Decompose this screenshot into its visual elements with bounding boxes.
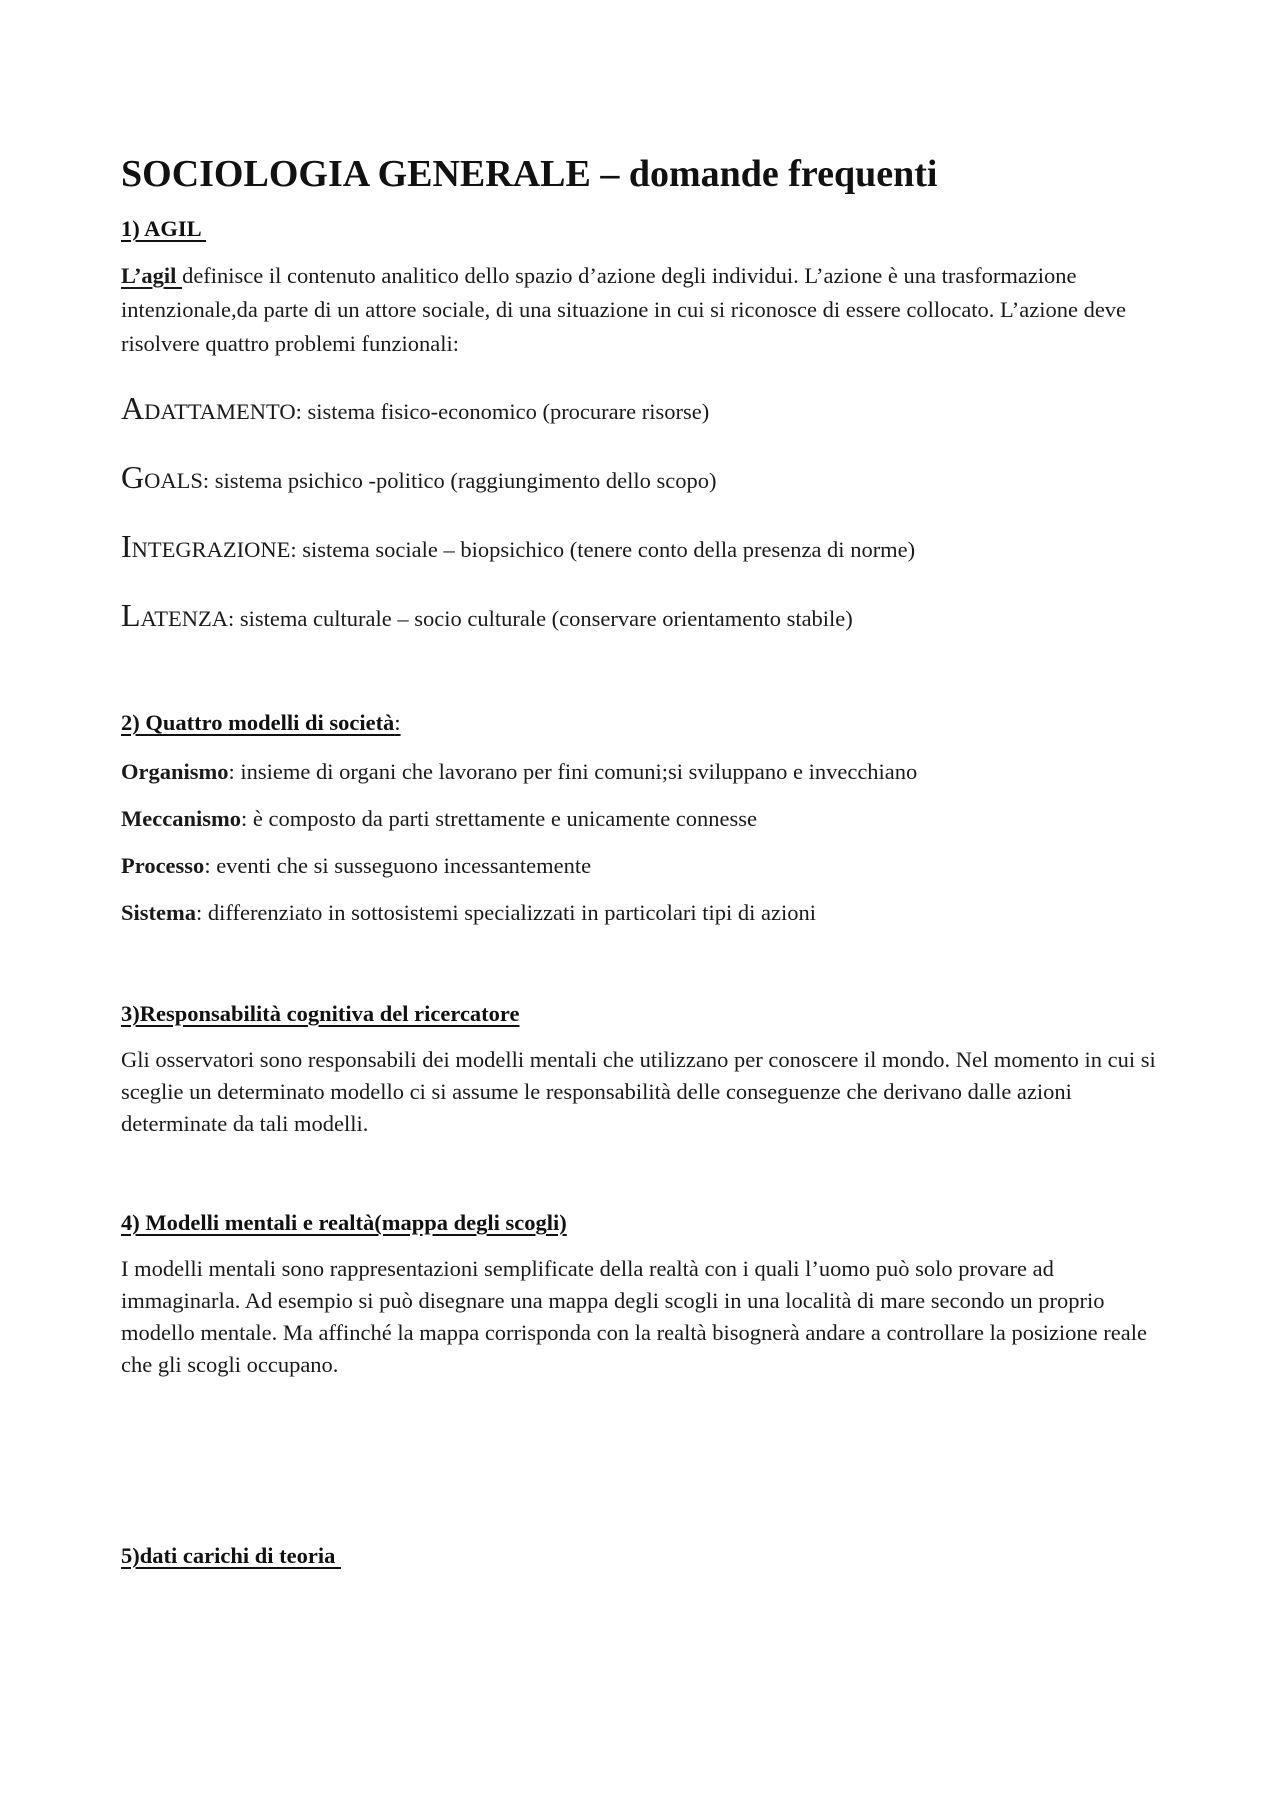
section-heading-mental-models: 4) Modelli mentali e realtà(mappa degli scogli)	[121, 1210, 567, 1235]
section-responsibility	[121, 997, 1161, 1140]
agil-item-initial: L	[121, 597, 141, 633]
section-agil	[121, 212, 1161, 636]
agil-item-desc: : sistema culturale – socio culturale (conservare orientamento stabile)	[228, 606, 853, 631]
agil-item-label: ATENZA	[140, 606, 229, 631]
section-heading-models-text: 2) Quattro modelli di società	[121, 710, 395, 735]
section-heading-responsibility: 3)Responsabilità cognitiva del ricercatore	[121, 1001, 520, 1026]
section-data	[121, 1539, 1161, 1573]
model-desc: : eventi che si susseguono incessantemente	[204, 853, 592, 878]
model-term: Organismo	[121, 759, 229, 784]
agil-item-initial: G	[121, 459, 145, 495]
agil-item-initial: I	[121, 528, 132, 564]
agil-text: definisce il contenuto analitico dello spazio d’azione degli individui. L’azione è una trasformazione intenzionale,da parte di un attore sociale, di una situazione in cui si riconosce di essere collocato. L’azione deve risolvere quattro problemi funzionali:	[121, 263, 1127, 356]
document-body	[121, 150, 1161, 1573]
agil-item-integrazione	[121, 529, 1161, 567]
agil-item-label: DATTAMENTO	[144, 399, 296, 424]
section-heading-models-colon: :	[394, 710, 401, 735]
model-desc: : è composto da parti strettamente e unicamente connesse	[240, 806, 758, 831]
agil-item-desc: : sistema psichico -politico (raggiungimento dello scopo)	[202, 468, 717, 493]
model-item-meccanismo	[121, 802, 1161, 836]
agil-item-desc: : sistema fisico-economico (procurare risorse)	[295, 399, 710, 424]
model-term: Processo	[121, 853, 205, 878]
agil-item-desc: : sistema sociale – biopsichico (tenere conto della presenza di norme)	[290, 537, 916, 562]
model-item-processo	[121, 849, 1161, 883]
section-mental-models	[121, 1206, 1161, 1381]
agil-item-latenza	[121, 598, 1161, 636]
page-title: SOCIOLOGIA GENERALE – domande frequenti	[121, 153, 938, 195]
agil-item-goals	[121, 460, 1161, 498]
model-desc: : differenziato in sottosistemi specializzati in particolari tipi di azioni	[196, 900, 817, 925]
section-heading-models	[121, 706, 1161, 740]
model-term: Sistema	[121, 900, 196, 925]
agil-item-adattamento	[121, 391, 1161, 429]
model-item-sistema	[121, 896, 1161, 930]
responsibility-paragraph: Gli osservatori sono responsabili dei modelli mentali che utilizzano per conoscere il mondo. Nel momento in cui si sceglie un determinato modello ci si assume le responsabilità delle conseguenze che derivano dalle azioni determinate da tali modelli.	[121, 1047, 1156, 1136]
section-models	[121, 706, 1161, 930]
section-heading-data: 5)dati carichi di teoria	[121, 1543, 341, 1568]
agil-item-label: NTEGRAZIONE	[131, 537, 291, 562]
mental-models-paragraph: I modelli mentali sono rappresentazioni semplificate della realtà con i quali l’uomo può solo provare ad immaginarla. Ad esempio si può disegnare una mappa degli scogli in una località di mare secondo un proprio modello mentale. Ma affinché la mappa corrisponda con la realtà bisognerà andare a controllare la posizione reale che gli scogli occupano.	[121, 1256, 1148, 1377]
agil-item-initial: A	[121, 390, 145, 426]
model-item-organismo	[121, 755, 1161, 789]
agil-item-label: OALS	[144, 468, 203, 493]
agil-term: L’agil	[121, 263, 183, 288]
section-heading-agil: 1) AGIL	[121, 216, 207, 241]
model-term: Meccanismo	[121, 806, 241, 831]
model-desc: : insieme di organi che lavorano per fini comuni;si sviluppano e invecchiano	[228, 759, 918, 784]
agil-paragraph	[121, 259, 1161, 361]
